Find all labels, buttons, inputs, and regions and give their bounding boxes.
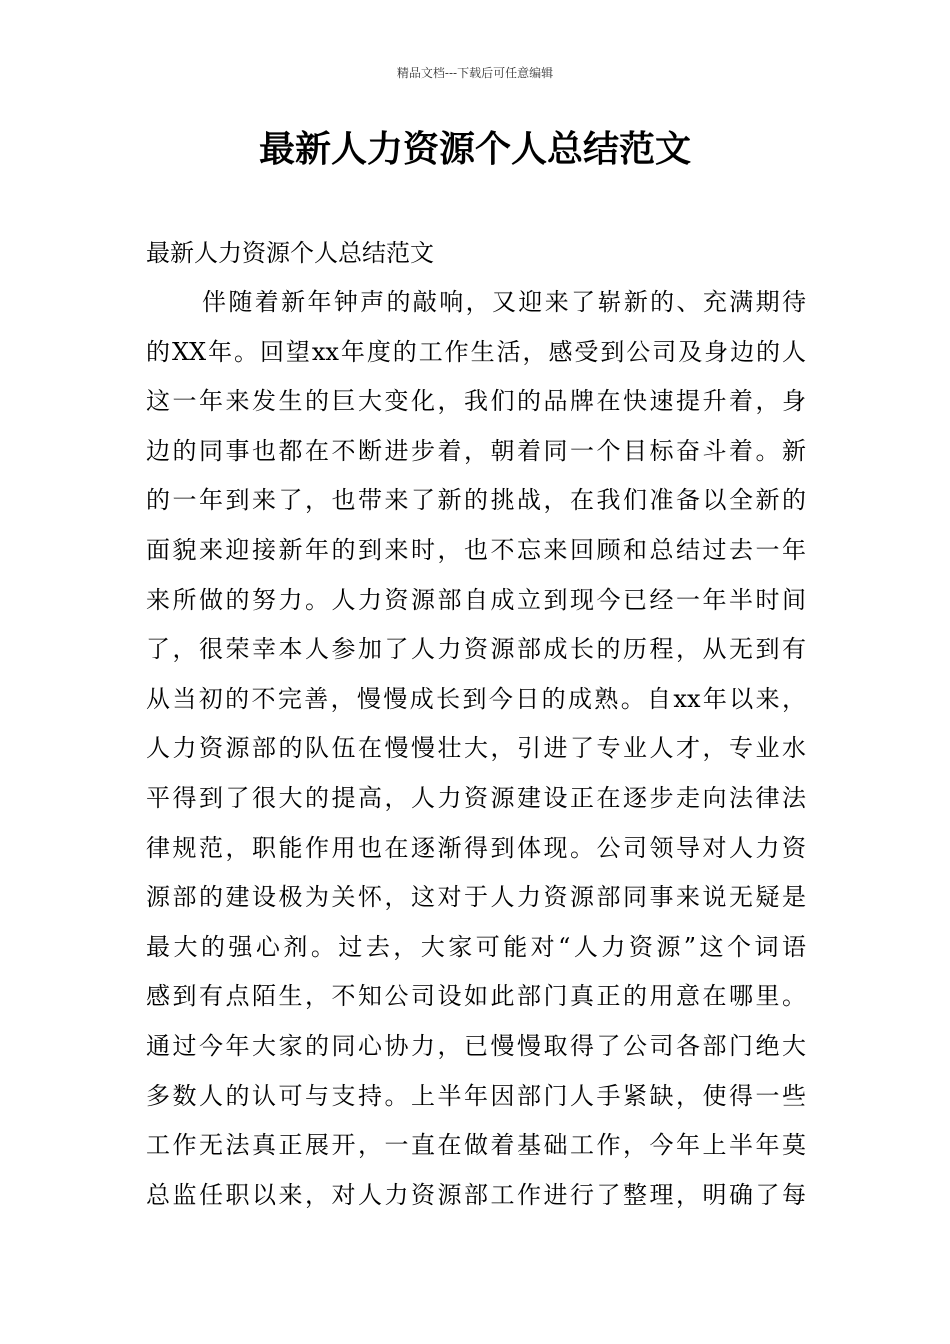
paragraph-line: 人力资源部的队伍在慢慢壮大，引进了专业人才，专业水 xyxy=(146,734,806,763)
paragraph-line: 了，很荣幸本人参加了人力资源部成长的历程，从无到有 xyxy=(146,635,806,664)
paragraph-line: 平得到了很大的提高，人力资源建设正在逐步走向法律法 xyxy=(146,783,806,812)
paragraph-line: 伴随着新年钟声的敲响，又迎来了崭新的、充满期待 xyxy=(202,288,806,316)
paragraph-line: 来所做的努力。人力资源部自成立到现今已经一年半时间 xyxy=(146,585,806,614)
paragraph-line: 从当初的不完善，慢慢成长到今日的成熟。自xx年以来， xyxy=(146,684,806,713)
page-header-watermark: 精品文档---下载后可任意编辑 xyxy=(396,66,554,80)
paragraph-line: 工作无法真正展开，一直在做着基础工作，今年上半年莫 xyxy=(146,1131,806,1160)
document-title: 最新人力资源个人总结范文 xyxy=(258,129,691,170)
paragraph-line: 最大的强心剂。过去，大家可能对“人力资源”这个词语 xyxy=(146,932,806,961)
document-subtitle: 最新人力资源个人总结范文 xyxy=(146,239,434,267)
paragraph-line: 这一年来发生的巨大变化，我们的品牌在快速提升着，身 xyxy=(146,387,806,416)
paragraph-line: 感到有点陌生，不知公司设如此部门真正的用意在哪里。 xyxy=(146,982,806,1011)
paragraph-line: 的一年到来了，也带来了新的挑战，在我们准备以全新的 xyxy=(146,486,806,515)
paragraph-line: 面貌来迎接新年的到来时，也不忘来回顾和总结过去一年 xyxy=(146,535,806,564)
paragraph-line: 边的同事也都在不断进步着，朝着同一个目标奋斗着。新 xyxy=(146,436,806,465)
paragraph-line: 的XX年。回望xx年度的工作生活，感受到公司及身边的人 xyxy=(146,337,806,366)
document-body xyxy=(146,228,806,1220)
paragraph-line: 总监任职以来，对人力资源部工作进行了整理，明确了每 xyxy=(146,1180,806,1209)
paragraph-line: 源部的建设极为关怀，这对于人力资源部同事来说无疑是 xyxy=(146,883,806,912)
paragraph-line: 多数人的认可与支持。上半年因部门人手紧缺，使得一些 xyxy=(146,1081,806,1110)
paragraph-line: 律规范，职能作用也在逐渐得到体现。公司领导对人力资 xyxy=(146,833,806,862)
paragraph-line: 通过今年大家的同心协力，已慢慢取得了公司各部门绝大 xyxy=(146,1031,806,1060)
